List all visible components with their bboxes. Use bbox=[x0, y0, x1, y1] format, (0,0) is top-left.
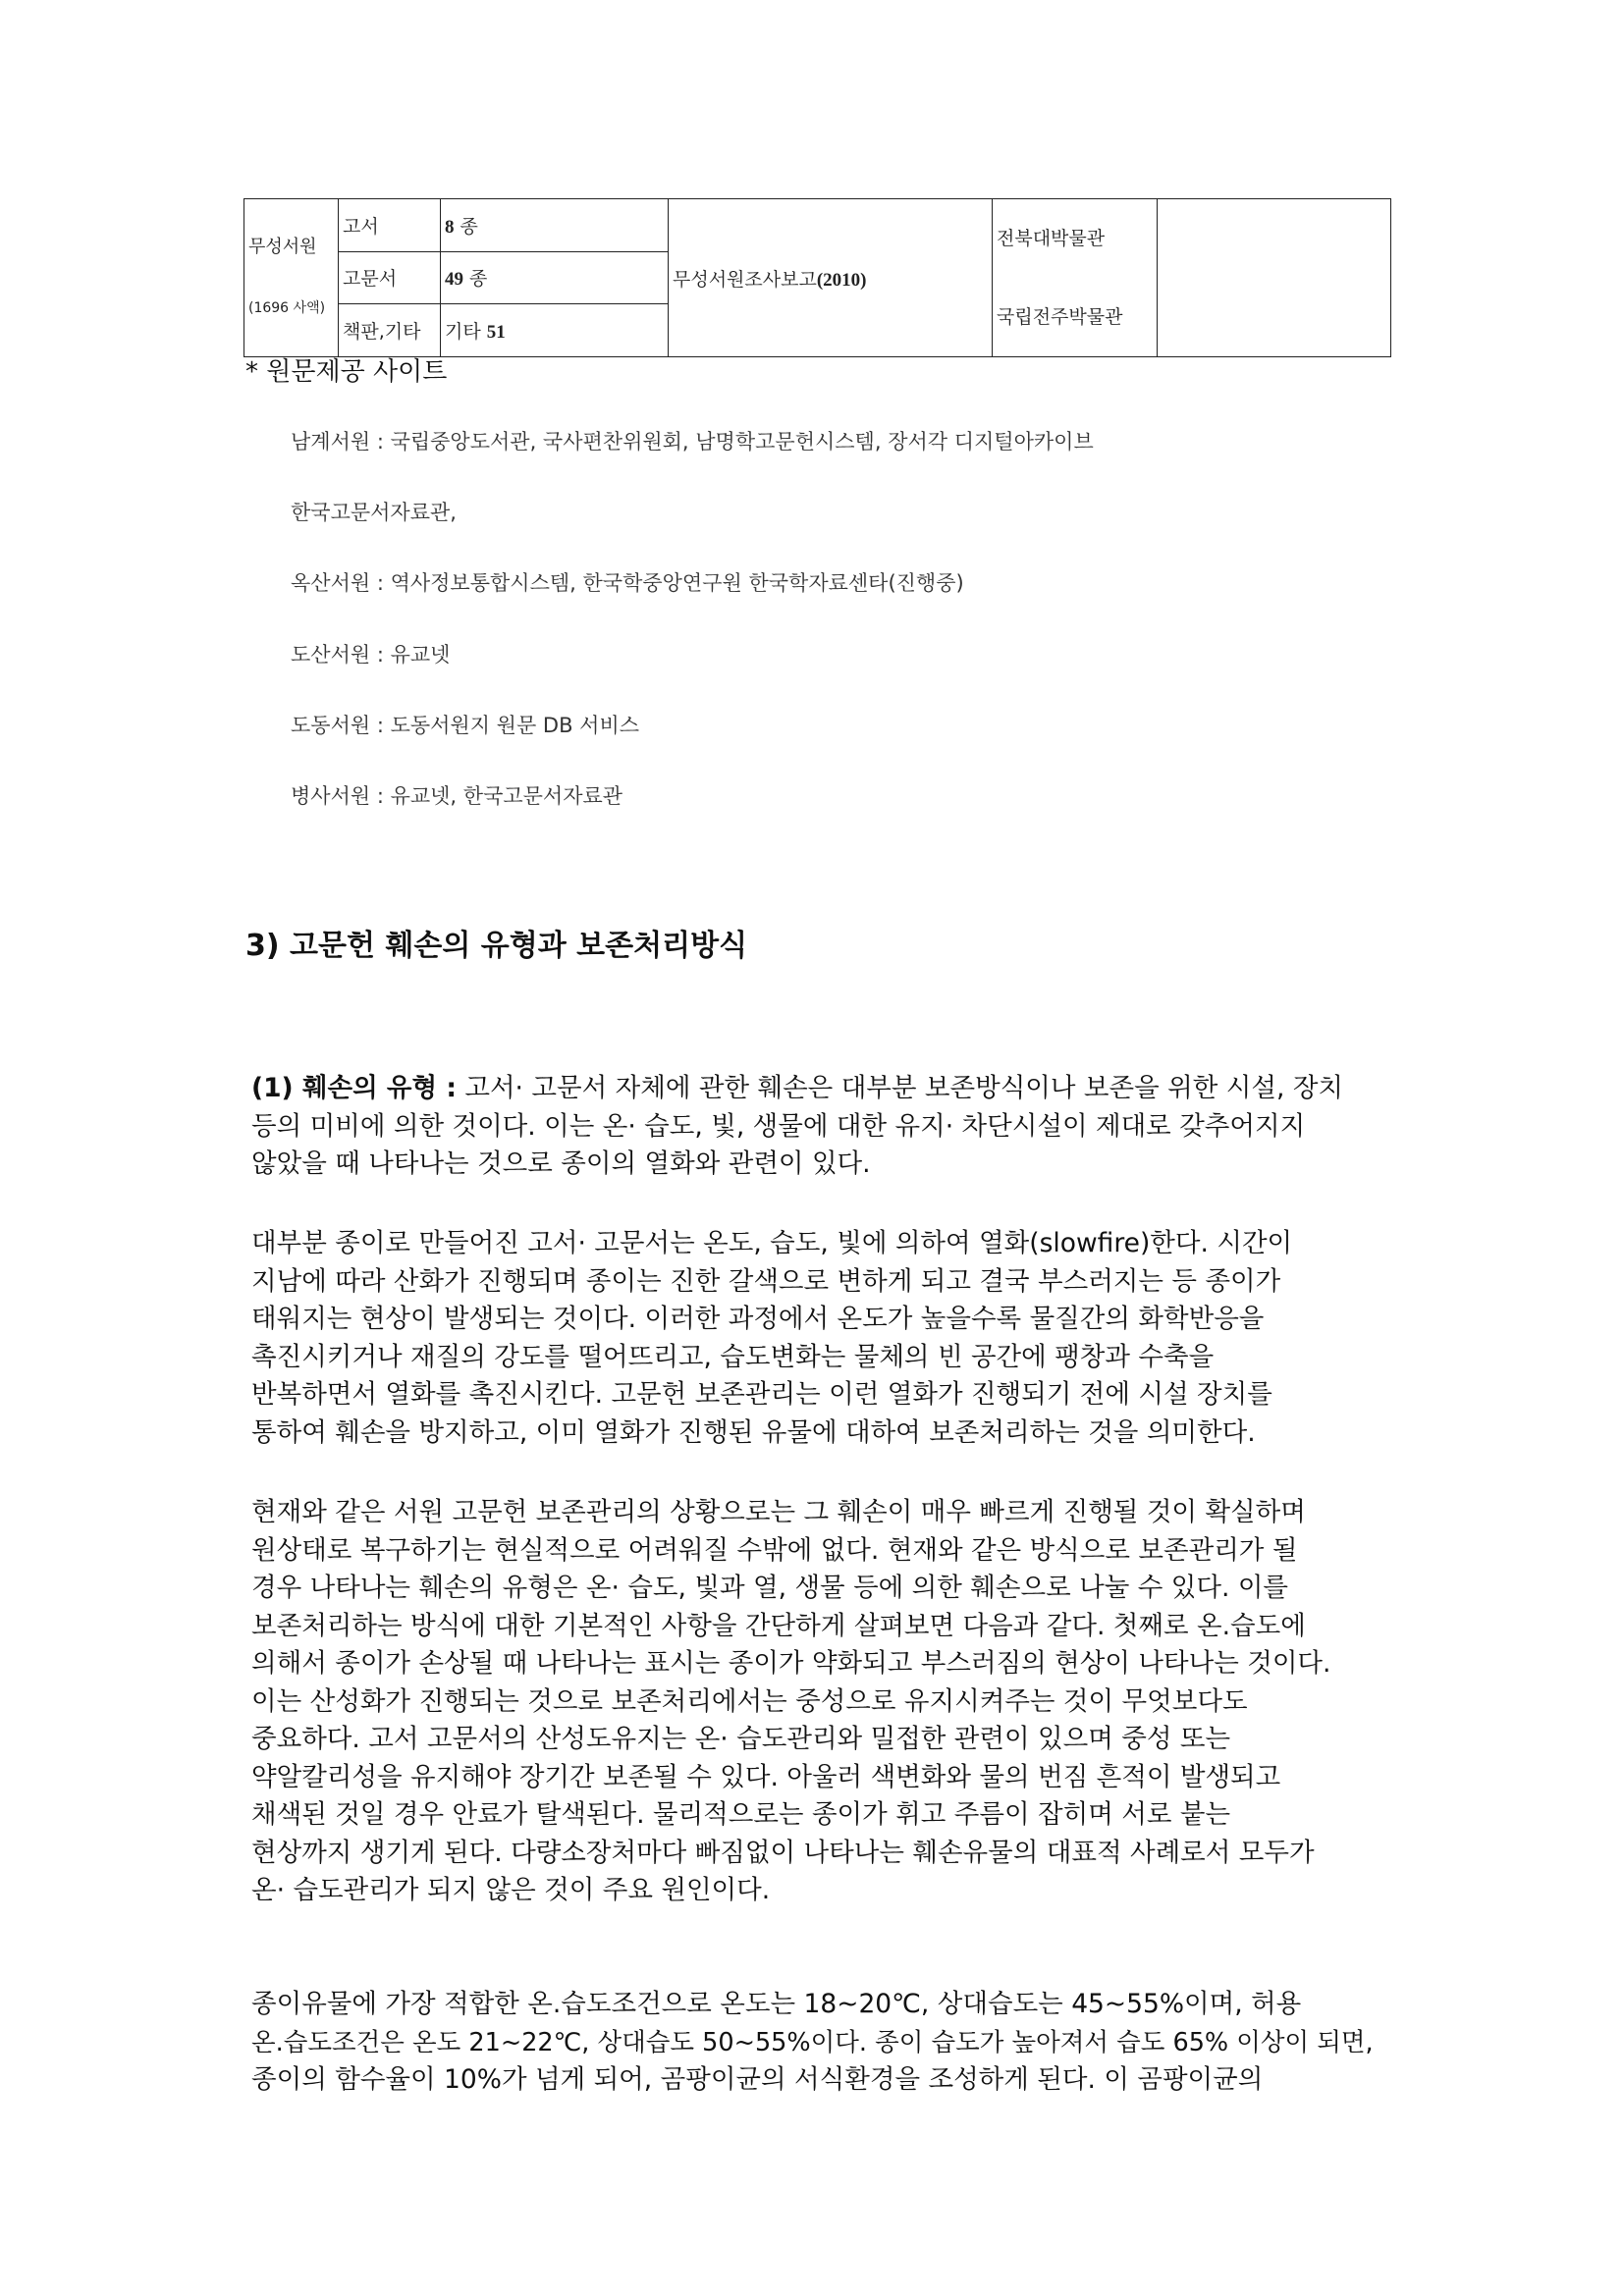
holder-cell bbox=[993, 199, 1158, 357]
holder-2: 국립전주박물관 bbox=[997, 306, 1123, 328]
org-name: 무성서원 bbox=[248, 237, 317, 257]
site-line: 옥산서원 : 역사정보통합시스템, 한국학중앙연구원 한국학자료센타(진행중) bbox=[291, 571, 964, 595]
type-cell: 책판,기타 bbox=[339, 304, 441, 357]
para-lead: (1) 훼손의 유형 : bbox=[251, 1073, 457, 1103]
org-cell bbox=[244, 199, 339, 357]
count-cell: 8 종 bbox=[441, 199, 669, 252]
note-title: * 원문제공 사이트 bbox=[245, 357, 448, 387]
site-line: 병사서원 : 유교넷, 한국고문서자료관 bbox=[291, 784, 623, 808]
empty-cell bbox=[1158, 199, 1391, 357]
count-cell: 기타 51 bbox=[441, 304, 669, 357]
site-line: 도산서원 : 유교넷 bbox=[291, 643, 451, 667]
section-heading: 3) 고문헌 훼손의 유형과 보존처리방식 bbox=[245, 929, 748, 963]
type-cell: 고서 bbox=[339, 199, 441, 252]
org-sub: (1696 사액) bbox=[248, 300, 326, 316]
paragraph-deterioration: 대부분 종이로 만들어진 고서· 고문서는 온도, 습도, 빛에 의하여 열화(slowfire)한다. 시간이 지남에 따라 산화가 진행되며 종이는 진한 갈색으로 변하게 되고 결국 부스러지는 등 종이가 태워지는 현상이 발생되는 것이다. 이러한 과정에서 온도가 높을수록 물질간의 화학반응을 촉진시키거나 재질의 강도를 떨어뜨리고, 습도변화는 물체의 빈 공간에 팽창과 수축을 반복하면서 열화를 촉진시킨다. 고문헌 보존관리는 이런 열화가 진행되기 전에 시설 장치를 통하여 훼손을 방지하고, 이미 열화가 진행된 유물에 대하여 보존처리하는 것을 의미한다. bbox=[251, 1228, 1293, 1448]
type-cell: 고문서 bbox=[339, 251, 441, 304]
paragraph-preservation: 현재와 같은 서원 고문헌 보존관리의 상황으로는 그 훼손이 매우 빠르게 진행될 것이 확실하며 원상태로 복구하기는 현실적으로 어려워질 수밖에 없다. 현재와 같은 방식으로 보존관리가 될 경우 나타나는 훼손의 유형은 온· 습도, 빛과 열, 생물 등에 의한 훼손으로 나눌 수 있다. 이를 보존처리하는 방식에 대한 기본적인 사항을 간단하게 살펴보면 다음과 같다. 첫째로 온.습도에 의해서 종이가 손상될 때 나타나는 표시는 종이가 약화되고 부스러짐의 현상이 나타나는 것이다. 이는 산성화가 진행되는 것으로 보존처리에서는 중성으로 유지시켜주는 것이 무엇보다도 중요하다. 고서 고문서의 산성도유지는 온· 습도관리와 밀접한 관련이 있으며 중성 또는 약알칼리성을 유지해야 장기간 보존될 수 있다. 아울러 색변화와 물의 번짐 흔적이 발생되고 채색된 것일 경우 안료가 탈색된다. 물리적으로는 종이가 휘고 주름이 잡히며 서로 붙는 현상까지 생기게 된다. 다량소장처마다 빠짐없이 나타나는 훼손유물의 대표적 사례로서 모두가 온· 습도관리가 되지 않은 것이 주요 원인이다. bbox=[251, 1497, 1331, 1905]
count-cell: 49 종 bbox=[441, 251, 669, 304]
paragraph-conditions: 종이유물에 가장 적합한 온.습도조건으로 온도는 18~20℃, 상대습도는 45~55%이며, 허용 온.습도조건은 온도 21~22℃, 상대습도 50~55%이다. 종이 습도가 높아져서 습도 65% 이상이 되면, 종이의 함수율이 10%가 넘게 되어, 곰팡이균의 서식환경을 조성하게 된다. 이 곰팡이균의 bbox=[251, 1989, 1374, 2095]
collection-table bbox=[243, 198, 1391, 357]
paragraph-damage-types: (1) 훼손의 유형 : 고서· 고문서 자체에 관한 훼손은 대부분 보존방식이나 보존을 위한 시설, 장치 등의 미비에 의한 것이다. 이는 온· 습도, 빛, 생물에 대한 유지· 차단시설이 제대로 갖추어지지 않았을 때 나타나는 것으로 종이의 열화와 관련이 있다. bbox=[251, 1073, 1344, 1179]
report-cell: 무성서원조사보고(2010) bbox=[669, 199, 993, 357]
site-line: 한국고문서자료관, bbox=[291, 501, 457, 524]
table-row bbox=[244, 199, 1391, 252]
site-line: 도동서원 : 도동서원지 원문 DB 서비스 bbox=[291, 714, 640, 737]
site-line: 남계서원 : 국립중앙도서관, 국사편찬위원회, 남명학고문헌시스템, 장서각 디지털아카이브 bbox=[291, 430, 1094, 454]
holder-1: 전북대박물관 bbox=[997, 228, 1106, 249]
